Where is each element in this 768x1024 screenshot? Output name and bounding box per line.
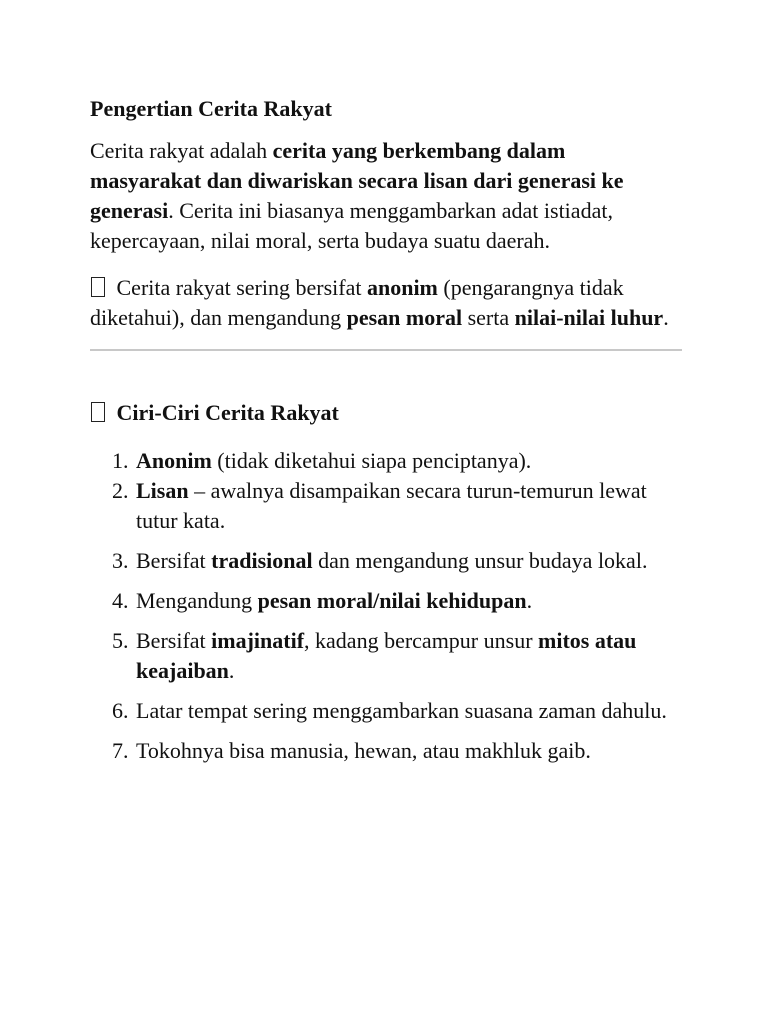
list-item xyxy=(90,736,680,766)
intro-text-2: . Cerita ini biasanya menggambarkan adat istiadat, kepercayaan, nilai moral, serta budaya suatu daerah. xyxy=(90,198,613,253)
list-item-text: Bersifat xyxy=(136,628,212,653)
section-title-pengertian: Pengertian Cerita Rakyat xyxy=(90,96,332,121)
list-item-number: 6. xyxy=(112,698,129,723)
note-bold-anonim: anonim xyxy=(366,275,438,300)
ciri-list xyxy=(90,446,680,766)
intro-paragraph xyxy=(90,136,680,256)
list-item-number: 5. xyxy=(112,628,129,653)
list-item-text: Bersifat xyxy=(136,548,212,573)
note-text-4: . xyxy=(663,305,669,330)
list-item xyxy=(90,476,680,536)
list-item-bold: mitos atau keajaiban xyxy=(136,628,637,683)
intro-bold-1: cerita yang berkembang dalam masyarakat dan diwariskan secara lisan dari generasi ke generasi xyxy=(90,138,624,223)
list-item-bold: Lisan xyxy=(136,478,189,503)
section-title-ciri-ciri xyxy=(90,398,680,428)
list-item-bold: pesan moral/nilai kehidupan xyxy=(257,588,527,613)
note-text-3: serta xyxy=(462,305,515,330)
list-item-text: Tokohnya bisa manusia, hewan, atau makhluk gaib. xyxy=(136,738,591,763)
note-bold-pesan-moral: pesan moral xyxy=(346,305,463,330)
list-item-text: , kadang bercampur unsur xyxy=(304,628,539,653)
list-item-text: . xyxy=(228,658,235,683)
note-bold-nilai-luhur: nilai-nilai luhur xyxy=(514,305,664,330)
list-item xyxy=(90,696,680,726)
list-item-text: Latar tempat sering menggambarkan suasana zaman dahulu. xyxy=(136,698,667,723)
list-item-bold: tradisional xyxy=(211,548,313,573)
list-item xyxy=(90,626,680,686)
document-content xyxy=(90,94,680,766)
section-title-ciri-ciri-text: Ciri-Ciri Cerita Rakyat xyxy=(111,400,339,425)
list-item xyxy=(90,446,680,476)
list-item xyxy=(90,546,680,576)
list-item-number: 1. xyxy=(112,448,129,473)
list-item-number: 4. xyxy=(112,588,129,613)
list-item-number: 7. xyxy=(112,738,129,763)
list-item-text: – awalnya disampaikan secara turun-temurun lewat tutur kata. xyxy=(136,478,647,533)
missing-glyph-icon xyxy=(91,277,105,297)
list-item-number: 3. xyxy=(112,548,129,573)
list-item xyxy=(90,586,680,616)
list-item-text: dan mengandung unsur budaya lokal. xyxy=(312,548,648,573)
list-item-number: 2. xyxy=(112,478,129,503)
list-item-text: . xyxy=(526,588,533,613)
horizontal-divider xyxy=(90,349,682,351)
missing-glyph-icon xyxy=(91,402,105,422)
list-item-bold: Anonim xyxy=(136,448,212,473)
list-item-text: (tidak diketahui siapa penciptanya). xyxy=(211,448,532,473)
note-text-2: (pengarangnya tidak diketahui), dan mengandung xyxy=(90,275,624,330)
list-item-text: Mengandung xyxy=(136,588,258,613)
note-text-1: Cerita rakyat sering bersifat xyxy=(111,275,367,300)
list-item-bold: imajinatif xyxy=(211,628,305,653)
note-paragraph xyxy=(90,273,680,333)
intro-text-1: Cerita rakyat adalah xyxy=(90,138,273,163)
